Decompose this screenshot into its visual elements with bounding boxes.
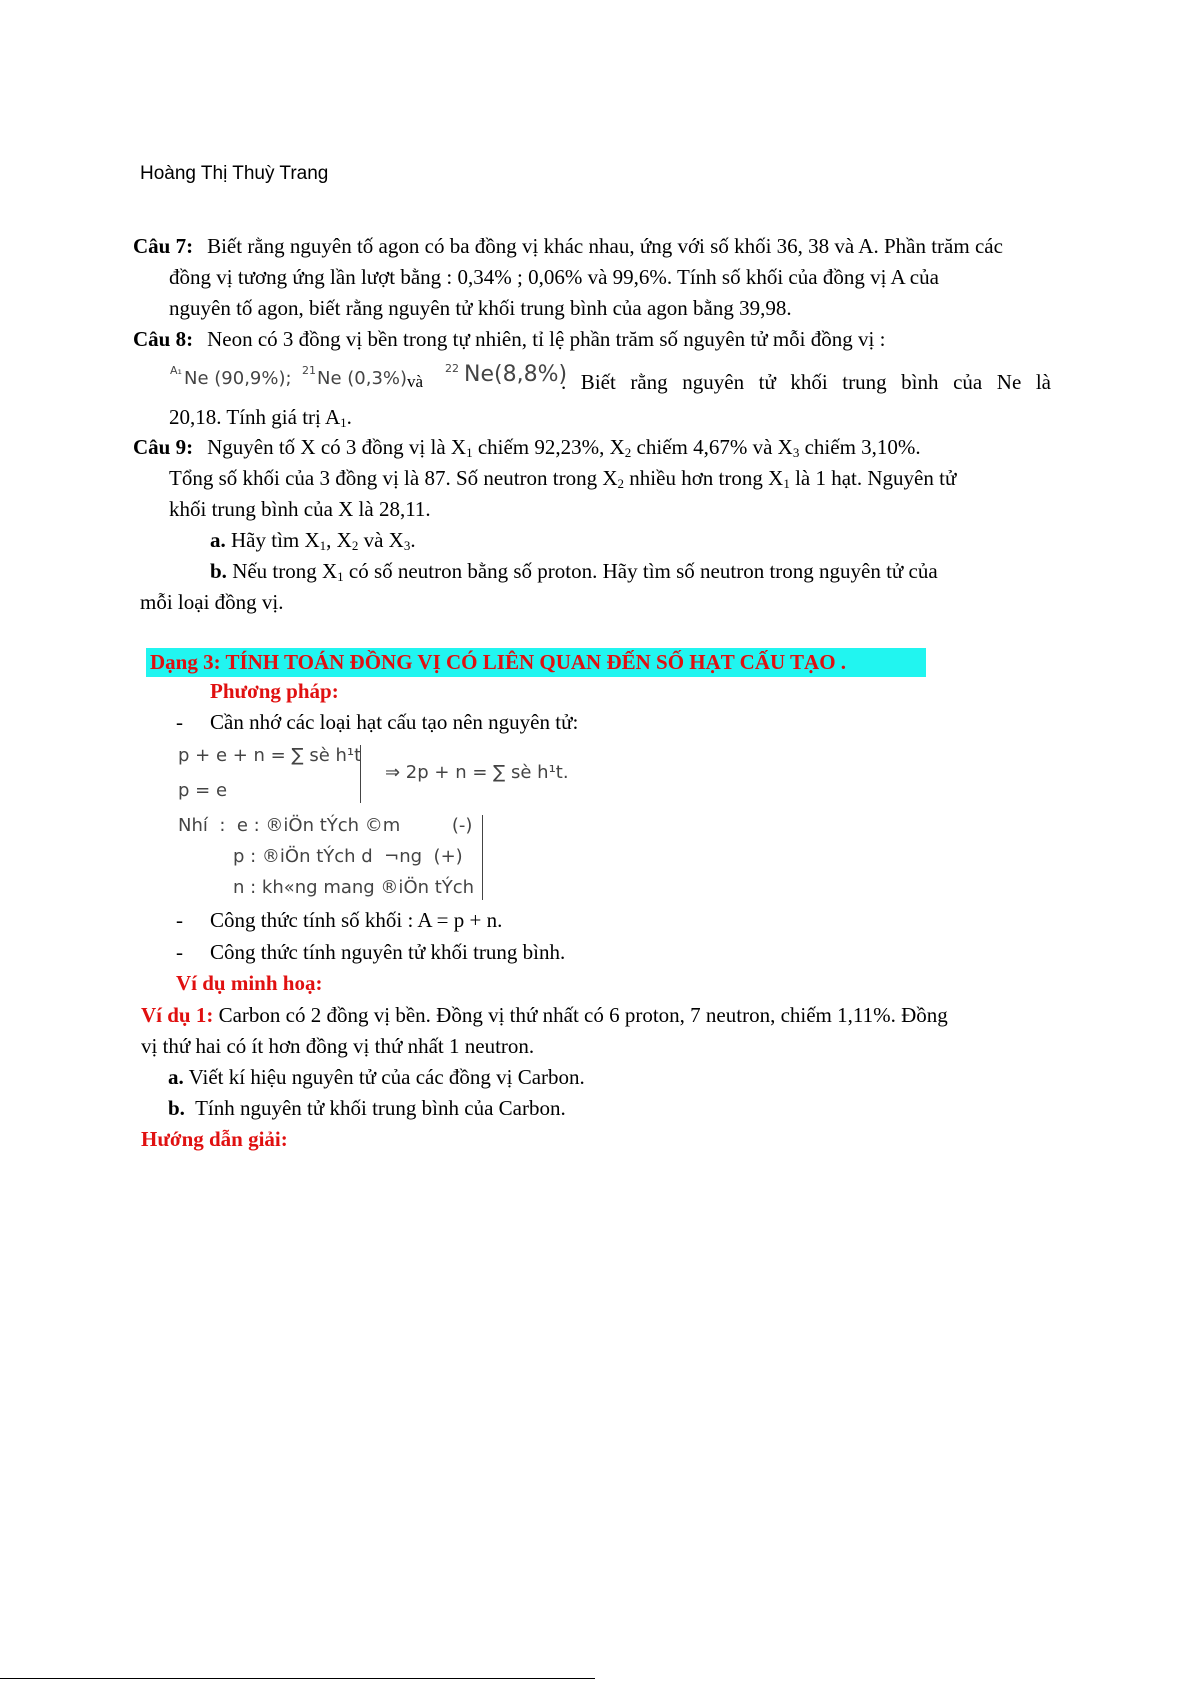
q8-label: Câu 8: (133, 327, 194, 351)
q9-label: Câu 9: (133, 435, 194, 459)
author-header: Hoàng Thị Thuỳ Trang (140, 163, 329, 184)
iso3-formula: Ne(8,8%) (464, 362, 568, 387)
formula-1: p + e + n = ∑ sè h¹t (178, 745, 362, 766)
q9-l2a: Tổng số khối của 3 đồng vị là 87. Số neutron trong X (169, 466, 618, 490)
q9-b1: Nếu trong X (232, 559, 338, 583)
note-3: n : kh«ng mang ®iÖn tÝch (233, 877, 475, 898)
bullet-dash-1: - (176, 710, 183, 734)
ex1-b-label: b. (168, 1096, 185, 1120)
ex1-b-text: Tính nguyên tử khối trung bình của Carbon. (195, 1096, 566, 1120)
q7-line2: đồng vị tương ứng lần lượt bằng : 0,34% ; 0,06% và 99,6%. Tính số khối của đồng vị A của (169, 265, 939, 289)
ex1-a-text: Viết kí hiệu nguyên tử của các đồng vị Carbon. (188, 1065, 585, 1089)
q9-a4: . (410, 528, 416, 552)
bullet-dash-2: - (176, 908, 183, 932)
q9-b-label: b. (210, 559, 227, 583)
q9-b2: có số neutron bằng số proton. Hãy tìm số neutron trong nguyên tử của (343, 559, 938, 583)
question-7 (133, 231, 1051, 324)
note-2: p : ®iÖn tÝch d ¬ng (+) (233, 846, 463, 867)
q9-l1c: chiếm 4,67% và X (631, 435, 793, 459)
iso1-formula: Ne (90,9%); (184, 368, 292, 389)
q7-line1: Biết rằng nguyên tố agon có ba đồng vị khác nhau, ứng với số khối 36, 38 và A. Phần trăm các (207, 234, 1003, 258)
q8-line3-sub: 1 (340, 415, 347, 430)
q7-line3: nguyên tố agon, biết rằng nguyên tử khối trung bình của agon bằng 39,98. (169, 296, 792, 320)
q9-a-label: a. (210, 528, 226, 552)
q9-l1a: Nguyên tố X có 3 đồng vị là X (207, 435, 467, 459)
q9-sub3: 3 (792, 445, 800, 460)
q9-sub1: 1 (466, 445, 473, 460)
q8-line3-end: . (346, 405, 352, 429)
section-title: Dạng 3: TÍNH TOÁN ĐỒNG VỊ CÓ LIÊN QUAN ĐẾN SỐ HẠT CẤU TẠO . (146, 648, 926, 677)
q9-a-sub3: 3 (403, 538, 411, 553)
q9-a2: , X (326, 528, 352, 552)
q8-line1: Neon có 3 đồng vị bền trong tự nhiên, tỉ lệ phần trăm số nguyên tử mỗi đồng vị : (207, 327, 886, 351)
q9-b3: mỗi loại đồng vị. (140, 590, 284, 614)
q9-b-sub1: 1 (337, 569, 344, 584)
iso-and: và (407, 372, 424, 391)
q8-isotopes-row (170, 362, 1051, 402)
q8-line2-tail: . Biết rằng nguyên tử khối trung bình của Ne là (561, 370, 1051, 394)
bullet-1: Cần nhớ các loại hạt cấu tạo nên nguyên tử: (210, 710, 579, 734)
bullet-2: Công thức tính số khối : A = p + n. (210, 908, 503, 932)
iso2-formula: Ne (0,3%) (317, 368, 408, 389)
ex1-line1: Carbon có 2 đồng vị bền. Đồng vị thứ nhất có 6 proton, 7 neutron, chiếm 1,11%. Đồng (218, 1003, 948, 1027)
iso3-mass: 22 (445, 362, 459, 375)
q9-a-sub2: 2 (351, 538, 359, 553)
q9-a-sub1: 1 (319, 538, 327, 553)
question-9 (133, 432, 1051, 618)
ex1-a-label: a. (168, 1065, 184, 1089)
q9-a1: Hãy tìm X (231, 528, 320, 552)
ex1-label: Ví dụ 1: (141, 1003, 214, 1027)
iso1-mass: A₁ (170, 364, 182, 377)
question-8 (133, 324, 1051, 355)
q7-label: Câu 7: (133, 234, 194, 258)
q8-line3: 20,18. Tính giá trị A (169, 405, 341, 429)
example-1 (141, 1000, 1043, 1155)
q9-sub2: 2 (624, 445, 632, 460)
example-title: Ví dụ minh hoạ: (176, 971, 323, 995)
q9-a3: và X (358, 528, 404, 552)
formula-3: ⇒ 2p + n = ∑ sè h¹t. (385, 762, 569, 783)
footer-line (0, 1678, 595, 1679)
q9-sub1b: 1 (783, 476, 790, 491)
q9-l2b: nhiều hơn trong X (624, 466, 784, 490)
q9-l1b: chiếm 92,23%, X (472, 435, 625, 459)
q9-l1d: chiếm 3,10%. (799, 435, 921, 459)
ex1-line2: vị thứ hai có ít hơn đồng vị thứ nhất 1 neutron. (141, 1034, 535, 1058)
iso2-mass: 21 (302, 364, 316, 377)
method-title: Phương pháp: (210, 679, 339, 703)
question-8-end (133, 402, 1051, 433)
formula-2: p = e (178, 780, 228, 801)
q9-sub2b: 2 (617, 476, 625, 491)
bullet-3: Công thức tính nguyên tử khối trung bình. (210, 940, 566, 964)
guide-title: Hướng dẫn giải: (141, 1127, 288, 1151)
bullet-dash-3: - (176, 940, 183, 964)
note-bar (482, 815, 483, 900)
note-1: Nhí : e : ®iÖn tÝch ©m (-) (178, 815, 473, 836)
q9-l3: khối trung bình của X là 28,11. (169, 497, 431, 521)
q9-l2c: là 1 hạt. Nguyên tử (789, 466, 957, 490)
brace-bar (360, 745, 361, 803)
